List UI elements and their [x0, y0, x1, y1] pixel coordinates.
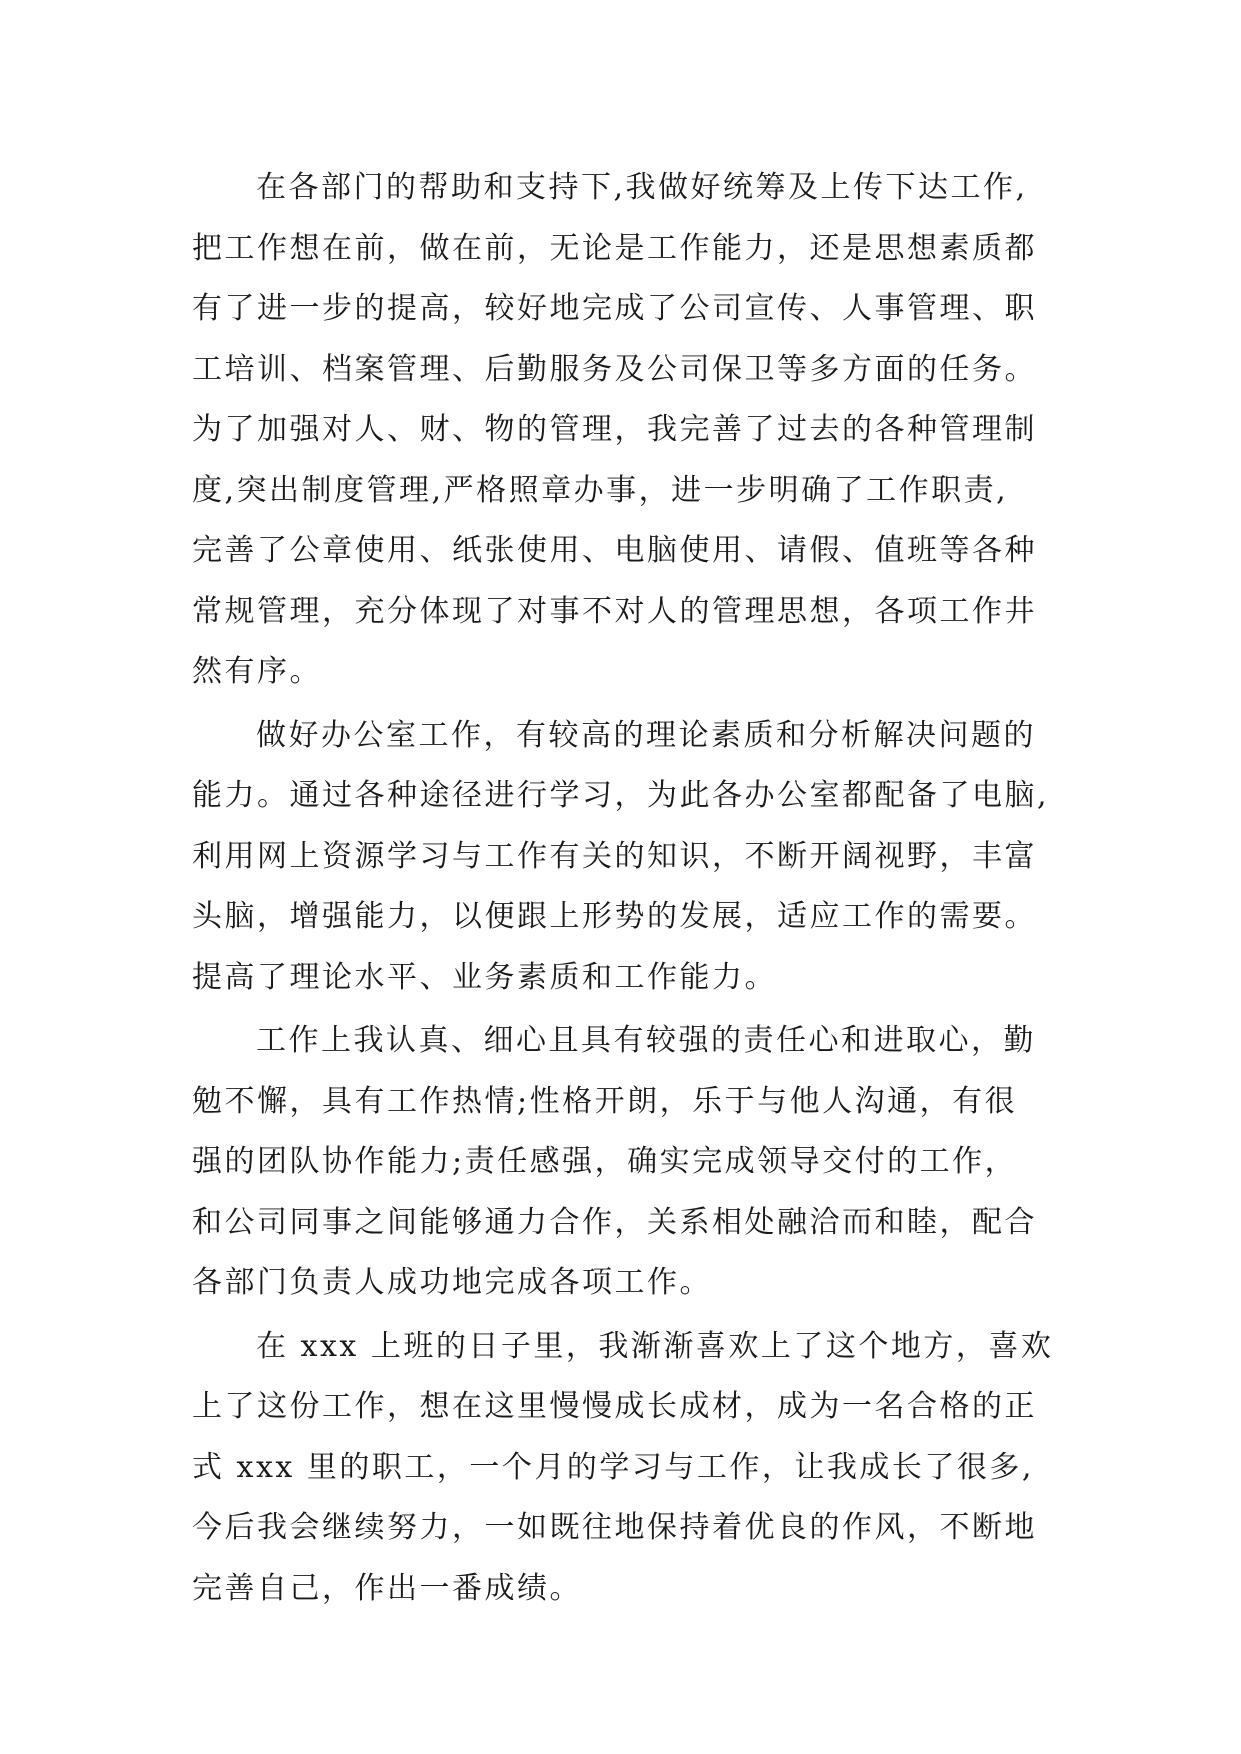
text-line: 式 xxx 里的职工，一个月的学习与工作，让我成长了很多, [192, 1449, 1034, 1485]
text-line: 各部门负责人成功地完成各项工作。 [192, 1265, 712, 1300]
text-line: 然有序。 [192, 654, 322, 689]
paragraph-3 [192, 1011, 1082, 1314]
text-line: 工培训、档案管理、后勤服务及公司保卫等多方面的任务。 [192, 351, 1037, 387]
text-line: 利用网上资源学习与工作有关的知识，不断开阔视野，丰富 [192, 838, 1037, 874]
text-line: 完善自己，作出一番成绩。 [192, 1570, 582, 1606]
text-line: 能力。通过各种途径进行学习，为此各办公室都配备了电脑, [192, 778, 1050, 813]
text-line: 常规管理，充分体现了对事不对人的管理思想，各项工作井 [192, 593, 1037, 629]
text-line: 把工作想在前，做在前，无论是工作能力，还是思想素质都 [192, 230, 1037, 266]
text-line: 做好办公室工作，有较高的理论素质和分析解决问题的 [256, 717, 1036, 753]
document-body [192, 158, 1082, 1619]
text-line: 上了这份工作，想在这里慢慢成长成材，成为一名合格的正 [192, 1389, 1037, 1424]
paragraph-1 [192, 158, 1082, 703]
text-line: 在各部门的帮助和支持下,我做好统筹及上传下达工作, [256, 170, 1028, 205]
text-line: 和公司同事之间能够通力合作，关系相处融洽而和睦，配合 [192, 1204, 1037, 1240]
text-line: 完善了公章使用、纸张使用、电脑使用、请假、值班等各种 [192, 533, 1037, 568]
text-line: 强的团队协作能力;责任感强，确实完成领导交付的工作， [192, 1144, 1018, 1179]
text-line: 为了加强对人、财、物的管理，我完善了过去的各种管理制 [192, 412, 1037, 447]
text-line: 工作上我认真、细心且具有较强的责任心和进取心，勤 [256, 1023, 1036, 1058]
text-line: 勉不懈，具有工作热情;性格开朗，乐于与他人沟通，有很 [192, 1083, 1018, 1119]
paragraph-4 [192, 1317, 1082, 1620]
text-line: 有了进一步的提高，较好地完成了公司宣传、人事管理、职 [192, 291, 1037, 326]
paragraph-2 [192, 706, 1082, 1009]
text-line: 提高了理论水平、业务素质和工作能力。 [192, 959, 777, 995]
text-line: 头脑，增强能力，以便跟上形势的发展，适应工作的需要。 [192, 899, 1037, 934]
text-line: 在 xxx 上班的日子里，我渐渐喜欢上了这个地方，喜欢 [256, 1328, 1054, 1364]
text-line: 今后我会继续努力，一如既往地保持着优良的作风，不断地 [192, 1510, 1037, 1545]
text-line: 度,突出制度管理,严格照章办事，进一步明确了工作职责, [192, 472, 1009, 508]
